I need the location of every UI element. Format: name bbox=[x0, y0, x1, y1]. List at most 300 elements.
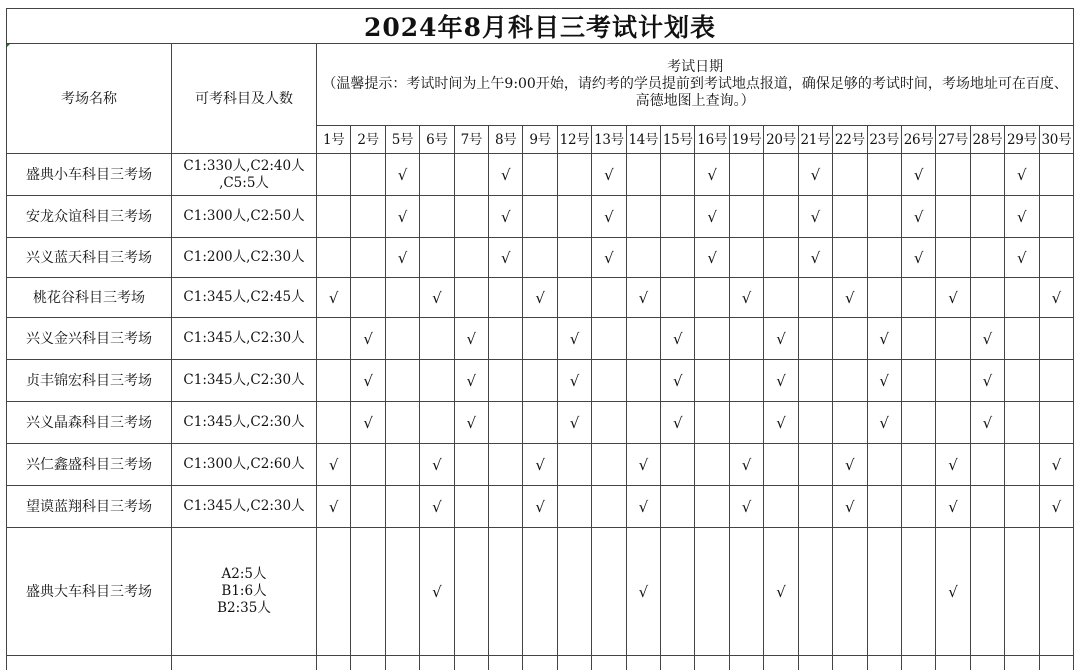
empty-day-cell bbox=[317, 318, 351, 360]
table-row bbox=[7, 318, 1074, 360]
venue-name-cell: 贞丰锦宏科目三考场 bbox=[7, 360, 172, 402]
exam-check-mark: √ bbox=[936, 278, 970, 318]
quota-line: C1:300人,C2:50人 bbox=[183, 208, 305, 224]
empty-day-cell bbox=[936, 196, 970, 238]
empty-day-cell bbox=[317, 402, 351, 444]
table-row bbox=[7, 528, 1074, 656]
exam-check-mark: √ bbox=[833, 486, 867, 528]
empty-day-cell bbox=[729, 196, 763, 238]
empty-day-cell bbox=[1005, 278, 1039, 318]
empty-day-cell bbox=[626, 318, 660, 360]
exam-check-mark: √ bbox=[317, 278, 351, 318]
exam-check-mark: √ bbox=[764, 360, 798, 402]
exam-date-header bbox=[317, 44, 1074, 126]
exam-check-mark: √ bbox=[798, 154, 832, 196]
empty-day-cell bbox=[1039, 238, 1074, 278]
empty-day-cell bbox=[970, 444, 1004, 486]
venue-name-cell: 兴义金兴科目三考场 bbox=[7, 318, 172, 360]
quota-cell bbox=[172, 318, 317, 360]
day-header-5: 7号 bbox=[454, 126, 488, 154]
day-header-3: 5号 bbox=[385, 126, 419, 154]
exam-check-mark: √ bbox=[729, 278, 763, 318]
empty-day-cell bbox=[901, 360, 935, 402]
venue-name-cell: 兴义蓝天科目三考场 bbox=[7, 238, 172, 278]
stub-cell bbox=[798, 656, 832, 670]
empty-day-cell bbox=[557, 278, 591, 318]
empty-day-cell bbox=[936, 318, 970, 360]
empty-day-cell bbox=[764, 154, 798, 196]
empty-day-cell bbox=[970, 486, 1004, 528]
empty-day-cell bbox=[523, 318, 557, 360]
exam-check-mark: √ bbox=[592, 196, 626, 238]
exam-check-mark: √ bbox=[351, 402, 385, 444]
empty-day-cell bbox=[867, 154, 901, 196]
empty-day-cell bbox=[454, 486, 488, 528]
empty-day-cell bbox=[970, 196, 1004, 238]
empty-day-cell bbox=[661, 444, 695, 486]
day-header-19: 27号 bbox=[936, 126, 970, 154]
exam-check-mark: √ bbox=[385, 154, 419, 196]
empty-day-cell bbox=[798, 360, 832, 402]
exam-check-mark: √ bbox=[454, 402, 488, 444]
empty-day-cell bbox=[317, 528, 351, 656]
exam-check-mark: √ bbox=[661, 402, 695, 444]
stub-cell bbox=[661, 656, 695, 670]
day-header-4: 6号 bbox=[420, 126, 454, 154]
day-header-10: 14号 bbox=[626, 126, 660, 154]
table-row bbox=[7, 196, 1074, 238]
stub-cell bbox=[7, 656, 172, 670]
table-row bbox=[7, 154, 1074, 196]
empty-day-cell bbox=[695, 486, 729, 528]
empty-day-cell bbox=[901, 318, 935, 360]
empty-day-cell bbox=[454, 444, 488, 486]
table-row bbox=[7, 402, 1074, 444]
empty-day-cell bbox=[936, 154, 970, 196]
exam-check-mark: √ bbox=[661, 360, 695, 402]
empty-day-cell bbox=[936, 238, 970, 278]
empty-day-cell bbox=[970, 238, 1004, 278]
empty-day-cell bbox=[661, 154, 695, 196]
empty-day-cell bbox=[695, 360, 729, 402]
stub-cell bbox=[351, 656, 385, 670]
exam-check-mark: √ bbox=[489, 196, 523, 238]
exam-check-mark: √ bbox=[626, 486, 660, 528]
empty-day-cell bbox=[867, 278, 901, 318]
empty-day-cell bbox=[764, 238, 798, 278]
quota-cell bbox=[172, 360, 317, 402]
quota-line: C1:330人,C2:40人 bbox=[183, 157, 305, 174]
quota-cell bbox=[172, 402, 317, 444]
schedule-table bbox=[6, 43, 1074, 670]
exam-check-mark: √ bbox=[557, 318, 591, 360]
exam-check-mark: √ bbox=[1005, 196, 1039, 238]
day-header-7: 9号 bbox=[523, 126, 557, 154]
empty-day-cell bbox=[557, 528, 591, 656]
exam-check-mark: √ bbox=[695, 238, 729, 278]
empty-day-cell bbox=[351, 444, 385, 486]
empty-day-cell bbox=[729, 360, 763, 402]
empty-day-cell bbox=[489, 360, 523, 402]
empty-day-cell bbox=[420, 402, 454, 444]
empty-day-cell bbox=[317, 196, 351, 238]
quota-line: C1:345人,C2:30人 bbox=[183, 498, 305, 514]
empty-day-cell bbox=[798, 278, 832, 318]
quota-line: B1:6人 bbox=[221, 583, 267, 599]
exam-check-mark: √ bbox=[1039, 278, 1074, 318]
table-row bbox=[7, 486, 1074, 528]
empty-day-cell bbox=[385, 486, 419, 528]
empty-day-cell bbox=[729, 154, 763, 196]
exam-check-mark: √ bbox=[936, 528, 970, 656]
empty-day-cell bbox=[901, 486, 935, 528]
empty-day-cell bbox=[695, 444, 729, 486]
stub-cell bbox=[695, 656, 729, 670]
empty-day-cell bbox=[695, 278, 729, 318]
exam-check-mark: √ bbox=[489, 238, 523, 278]
exam-check-mark: √ bbox=[523, 278, 557, 318]
empty-day-cell bbox=[729, 238, 763, 278]
exam-check-mark: √ bbox=[901, 154, 935, 196]
day-header-8: 12号 bbox=[557, 126, 591, 154]
empty-day-cell bbox=[798, 486, 832, 528]
exam-check-mark: √ bbox=[764, 318, 798, 360]
exam-check-mark: √ bbox=[661, 318, 695, 360]
empty-day-cell bbox=[867, 486, 901, 528]
empty-day-cell bbox=[901, 528, 935, 656]
empty-day-cell bbox=[523, 528, 557, 656]
empty-day-cell bbox=[454, 154, 488, 196]
exam-check-mark: √ bbox=[798, 196, 832, 238]
empty-day-cell bbox=[592, 318, 626, 360]
quota-line: C1:345人,C2:30人 bbox=[183, 372, 305, 388]
exam-check-mark: √ bbox=[901, 238, 935, 278]
exam-check-mark: √ bbox=[557, 360, 591, 402]
empty-day-cell bbox=[420, 360, 454, 402]
empty-day-cell bbox=[385, 402, 419, 444]
exam-check-mark: √ bbox=[385, 238, 419, 278]
venue-name-cell: 兴义晶森科目三考场 bbox=[7, 402, 172, 444]
empty-day-cell bbox=[523, 238, 557, 278]
empty-day-cell bbox=[454, 528, 488, 656]
empty-day-cell bbox=[695, 528, 729, 656]
venue-name-cell: 盛典小车科目三考场 bbox=[7, 154, 172, 196]
empty-day-cell bbox=[489, 528, 523, 656]
empty-day-cell bbox=[420, 238, 454, 278]
empty-day-cell bbox=[351, 196, 385, 238]
exam-check-mark: √ bbox=[764, 402, 798, 444]
exam-check-mark: √ bbox=[489, 154, 523, 196]
exam-check-mark: √ bbox=[695, 154, 729, 196]
exam-check-mark: √ bbox=[901, 196, 935, 238]
stub-cell bbox=[970, 656, 1004, 670]
exam-check-mark: √ bbox=[523, 444, 557, 486]
empty-day-cell bbox=[523, 154, 557, 196]
empty-day-cell bbox=[385, 278, 419, 318]
empty-day-cell bbox=[661, 238, 695, 278]
empty-day-cell bbox=[867, 238, 901, 278]
empty-day-cell bbox=[385, 528, 419, 656]
empty-day-cell bbox=[557, 444, 591, 486]
empty-day-cell bbox=[1005, 360, 1039, 402]
table-row bbox=[7, 360, 1074, 402]
empty-day-cell bbox=[833, 238, 867, 278]
stub-cell bbox=[385, 656, 419, 670]
empty-day-cell bbox=[592, 360, 626, 402]
empty-day-cell bbox=[626, 196, 660, 238]
day-header-13: 19号 bbox=[729, 126, 763, 154]
exam-check-mark: √ bbox=[970, 402, 1004, 444]
exam-check-mark: √ bbox=[867, 318, 901, 360]
empty-day-cell bbox=[833, 196, 867, 238]
empty-day-cell bbox=[523, 196, 557, 238]
empty-day-cell bbox=[1039, 196, 1074, 238]
empty-day-cell bbox=[385, 444, 419, 486]
stub-cell bbox=[172, 656, 317, 670]
quota-cell bbox=[172, 238, 317, 278]
stub-cell bbox=[1039, 656, 1074, 670]
stub-cell bbox=[454, 656, 488, 670]
empty-day-cell bbox=[867, 444, 901, 486]
empty-day-cell bbox=[901, 278, 935, 318]
empty-day-cell bbox=[385, 360, 419, 402]
empty-day-cell bbox=[626, 154, 660, 196]
empty-day-cell bbox=[1039, 154, 1074, 196]
empty-day-cell bbox=[1005, 318, 1039, 360]
empty-day-cell bbox=[489, 402, 523, 444]
continuation-row-stub bbox=[7, 656, 1074, 670]
empty-day-cell bbox=[557, 196, 591, 238]
exam-check-mark: √ bbox=[936, 444, 970, 486]
exam-check-mark: √ bbox=[317, 444, 351, 486]
exam-check-mark: √ bbox=[351, 360, 385, 402]
empty-day-cell bbox=[1039, 318, 1074, 360]
empty-day-cell bbox=[970, 528, 1004, 656]
day-header-6: 8号 bbox=[489, 126, 523, 154]
stub-cell bbox=[626, 656, 660, 670]
exam-check-mark: √ bbox=[1005, 238, 1039, 278]
empty-day-cell bbox=[489, 278, 523, 318]
empty-day-cell bbox=[867, 528, 901, 656]
stub-cell bbox=[420, 656, 454, 670]
empty-day-cell bbox=[729, 528, 763, 656]
exam-check-mark: √ bbox=[729, 486, 763, 528]
empty-day-cell bbox=[489, 444, 523, 486]
venue-name-cell: 盛典大车科目三考场 bbox=[7, 528, 172, 656]
empty-day-cell bbox=[936, 402, 970, 444]
exam-check-mark: √ bbox=[420, 278, 454, 318]
empty-day-cell bbox=[1005, 444, 1039, 486]
quota-line: A2:5人 bbox=[221, 566, 267, 582]
empty-day-cell bbox=[420, 318, 454, 360]
quota-line: B2:35人 bbox=[217, 600, 271, 616]
day-header-22: 30号 bbox=[1039, 126, 1074, 154]
empty-day-cell bbox=[695, 318, 729, 360]
empty-day-cell bbox=[420, 154, 454, 196]
day-header-21: 29号 bbox=[1005, 126, 1039, 154]
empty-day-cell bbox=[557, 486, 591, 528]
quota-cell bbox=[172, 444, 317, 486]
empty-day-cell bbox=[626, 360, 660, 402]
empty-day-cell bbox=[523, 402, 557, 444]
exam-check-mark: √ bbox=[351, 318, 385, 360]
empty-day-cell bbox=[798, 528, 832, 656]
exam-check-mark: √ bbox=[867, 360, 901, 402]
day-header-14: 20号 bbox=[764, 126, 798, 154]
exam-check-mark: √ bbox=[798, 238, 832, 278]
stub-cell bbox=[901, 656, 935, 670]
empty-day-cell bbox=[351, 486, 385, 528]
exam-check-mark: √ bbox=[970, 360, 1004, 402]
empty-day-cell bbox=[661, 196, 695, 238]
empty-day-cell bbox=[317, 154, 351, 196]
empty-day-cell bbox=[695, 402, 729, 444]
empty-day-cell bbox=[1039, 528, 1074, 656]
empty-day-cell bbox=[385, 318, 419, 360]
table-row bbox=[7, 444, 1074, 486]
exam-check-mark: √ bbox=[385, 196, 419, 238]
header-row-1 bbox=[7, 44, 1074, 126]
quota-line: C1:300人,C2:60人 bbox=[183, 456, 305, 472]
exam-check-mark: √ bbox=[557, 402, 591, 444]
empty-day-cell bbox=[1005, 528, 1039, 656]
empty-day-cell bbox=[557, 238, 591, 278]
day-header-17: 23号 bbox=[867, 126, 901, 154]
stub-cell bbox=[833, 656, 867, 670]
empty-day-cell bbox=[970, 278, 1004, 318]
quota-line: C1:345人,C2:30人 bbox=[183, 414, 305, 430]
empty-day-cell bbox=[420, 196, 454, 238]
venue-name-cell: 桃花谷科目三考场 bbox=[7, 278, 172, 318]
exam-check-mark: √ bbox=[1005, 154, 1039, 196]
empty-day-cell bbox=[351, 154, 385, 196]
day-header-20: 28号 bbox=[970, 126, 1004, 154]
empty-day-cell bbox=[798, 444, 832, 486]
empty-day-cell bbox=[764, 278, 798, 318]
empty-day-cell bbox=[351, 238, 385, 278]
empty-day-cell bbox=[661, 528, 695, 656]
quota-line: C1:345人,C2:45人 bbox=[183, 289, 305, 305]
page-title: 2024年8月科目三考试计划表 bbox=[6, 8, 1074, 43]
empty-day-cell bbox=[833, 154, 867, 196]
empty-day-cell bbox=[833, 360, 867, 402]
stub-cell bbox=[489, 656, 523, 670]
empty-day-cell bbox=[592, 486, 626, 528]
empty-day-cell bbox=[764, 196, 798, 238]
stub-cell bbox=[867, 656, 901, 670]
empty-day-cell bbox=[351, 528, 385, 656]
stub-cell bbox=[317, 656, 351, 670]
exam-check-mark: √ bbox=[970, 318, 1004, 360]
empty-day-cell bbox=[729, 318, 763, 360]
empty-day-cell bbox=[317, 238, 351, 278]
empty-day-cell bbox=[592, 278, 626, 318]
empty-day-cell bbox=[901, 402, 935, 444]
table-row bbox=[7, 238, 1074, 278]
empty-day-cell bbox=[592, 528, 626, 656]
quota-cell bbox=[172, 528, 317, 656]
day-header-9: 13号 bbox=[592, 126, 626, 154]
empty-day-cell bbox=[351, 278, 385, 318]
empty-day-cell bbox=[317, 360, 351, 402]
exam-check-mark: √ bbox=[626, 278, 660, 318]
quota-cell bbox=[172, 154, 317, 196]
exam-check-mark: √ bbox=[626, 444, 660, 486]
stub-cell bbox=[557, 656, 591, 670]
empty-day-cell bbox=[1005, 402, 1039, 444]
venue-name-cell: 兴仁鑫盛科目三考场 bbox=[7, 444, 172, 486]
day-header-18: 26号 bbox=[901, 126, 935, 154]
empty-day-cell bbox=[764, 486, 798, 528]
stub-cell bbox=[936, 656, 970, 670]
quota-column-header: 可考科目及人数 bbox=[172, 44, 317, 154]
empty-day-cell bbox=[936, 360, 970, 402]
empty-day-cell bbox=[661, 486, 695, 528]
exam-check-mark: √ bbox=[420, 528, 454, 656]
empty-day-cell bbox=[901, 444, 935, 486]
quota-cell bbox=[172, 278, 317, 318]
empty-day-cell bbox=[764, 444, 798, 486]
day-header-15: 21号 bbox=[798, 126, 832, 154]
exam-check-mark: √ bbox=[833, 278, 867, 318]
quota-cell bbox=[172, 196, 317, 238]
stub-cell bbox=[592, 656, 626, 670]
quota-cell bbox=[172, 486, 317, 528]
empty-day-cell bbox=[557, 154, 591, 196]
exam-check-mark: √ bbox=[592, 154, 626, 196]
exam-check-mark: √ bbox=[1039, 444, 1074, 486]
venue-name-cell: 望谟蓝翔科目三考场 bbox=[7, 486, 172, 528]
empty-day-cell bbox=[592, 402, 626, 444]
empty-day-cell bbox=[1039, 360, 1074, 402]
empty-day-cell bbox=[970, 154, 1004, 196]
exam-check-mark: √ bbox=[592, 238, 626, 278]
exam-check-mark: √ bbox=[936, 486, 970, 528]
day-header-1: 1号 bbox=[317, 126, 351, 154]
quota-line: ,C5:5人 bbox=[219, 174, 269, 191]
exam-check-mark: √ bbox=[695, 196, 729, 238]
empty-day-cell bbox=[1005, 486, 1039, 528]
empty-day-cell bbox=[489, 486, 523, 528]
empty-day-cell bbox=[592, 444, 626, 486]
empty-day-cell bbox=[1039, 402, 1074, 444]
empty-day-cell bbox=[867, 196, 901, 238]
empty-day-cell bbox=[454, 196, 488, 238]
stub-cell bbox=[1005, 656, 1039, 670]
exam-date-note: （温馨提示：考试时间为上午9:00开始，请约考的学员提前到考试地点报道，确保足够的考试时间，考场地址可在百度、高德地图上查询。） bbox=[322, 76, 1068, 109]
empty-day-cell bbox=[833, 402, 867, 444]
stub-cell bbox=[764, 656, 798, 670]
empty-day-cell bbox=[523, 360, 557, 402]
stub-cell bbox=[729, 656, 763, 670]
empty-day-cell bbox=[661, 278, 695, 318]
exam-check-mark: √ bbox=[523, 486, 557, 528]
empty-day-cell bbox=[798, 318, 832, 360]
empty-day-cell bbox=[454, 278, 488, 318]
exam-check-mark: √ bbox=[729, 444, 763, 486]
day-header-12: 16号 bbox=[695, 126, 729, 154]
exam-date-title: 考试日期 bbox=[667, 59, 724, 75]
day-header-16: 22号 bbox=[833, 126, 867, 154]
exam-check-mark: √ bbox=[833, 444, 867, 486]
exam-check-mark: √ bbox=[867, 402, 901, 444]
empty-day-cell bbox=[626, 402, 660, 444]
quota-line: C1:200人,C2:30人 bbox=[183, 249, 305, 265]
exam-check-mark: √ bbox=[420, 444, 454, 486]
stub-cell bbox=[523, 656, 557, 670]
exam-check-mark: √ bbox=[626, 528, 660, 656]
exam-check-mark: √ bbox=[317, 486, 351, 528]
